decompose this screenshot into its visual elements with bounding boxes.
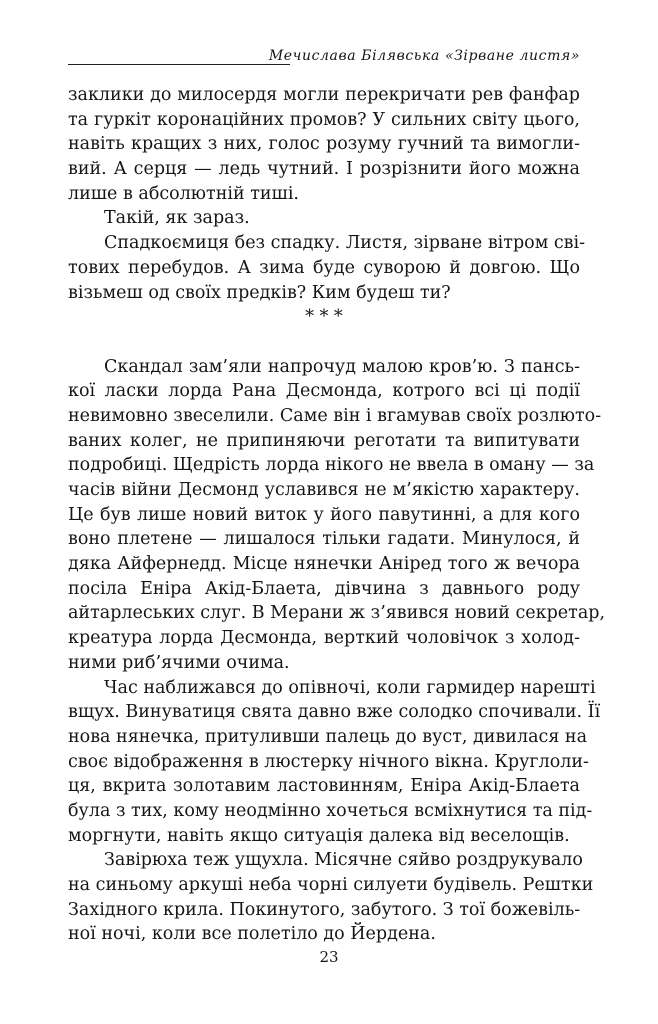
text-line: на синьому аркуші неба чорні силуети будівель. Рештки [68, 875, 594, 895]
text-line: айтарлеських слуг. В Мерани ж з’явився новий секретар, [68, 603, 606, 624]
paragraph [68, 206, 580, 231]
paragraph [68, 83, 580, 206]
text-line: Це був лише новий виток у його павутинні, а для кого [68, 504, 580, 525]
text-line: дяка Айфернедд. Місце нянечки Анірeд того ж вечора [68, 554, 580, 575]
text-line: невимовно звеселили. Саме він і вгамував своїх розлюто- [68, 405, 602, 426]
running-title: Мечислава Білявська «Зірване листя» [268, 48, 580, 64]
text-line: ваних колег, не припиняючи реготати та випитувати [68, 430, 580, 451]
text-line: посіла Еніра Акід-Блаета, дівчина з давнього роду [68, 578, 580, 599]
text-line: моргнути, навіть якщо ситуація далека від веселощів. [68, 825, 570, 846]
paragraph [68, 355, 606, 676]
header-rule [68, 64, 290, 65]
text-line: нова нянечка, притуливши палець до вуст, дивилася на [68, 726, 588, 747]
text-line: ця, вкрита золотавим ластовинням, Еніра Акід-Блаета [68, 776, 580, 797]
running-header [68, 48, 580, 68]
text-line: візьмеш од своїх предків? Ким будеш ти? [68, 282, 451, 303]
paragraph [68, 231, 586, 305]
page-number: 23 [319, 948, 339, 966]
text-line: креатура лорда Десмонда, верткий чоловічок з холод- [68, 628, 580, 649]
text-line: ної ночі, коли все полетіло до Йердена. [68, 924, 436, 945]
separator-gap [68, 330, 580, 355]
text-line: лише в абсолютній тиші. [68, 183, 299, 204]
text-line: Спадкоємиця без спадку. Листя, зірване вітром сві- [104, 233, 586, 254]
text-line: та гуркіт коронаційних промов? У сильних світу цього, [68, 109, 580, 130]
text-line: вий. А серця — ледь чутний. І розрізнити його можна [68, 159, 580, 180]
text-line: своє відображення в люстерку нічного вікна. Круглоли- [68, 751, 589, 772]
text-line: Час наближався до опівночі, коли гармидер нарешті [104, 677, 596, 698]
text-line: воно плетене — лишалося тільки гадати. Минулося, й [68, 529, 580, 550]
paragraph [68, 848, 594, 947]
text-line: тових перебудов. А зима буде суворою й довгою. Що [68, 257, 580, 278]
text-line: навіть кращих з них, голос розуму гучний та вимогли- [68, 134, 580, 155]
paragraph [68, 676, 601, 849]
text-line: Такій, як зараз. [104, 208, 250, 229]
section-separator-block [68, 305, 580, 354]
text-line: Завірюха теж ущухла. Місячне сяйво роздрукувало [104, 850, 583, 871]
section-separator: * * * [305, 307, 343, 328]
text-line: вщух. Винуватиця свята давно вже солодко спочивали. Її [68, 702, 601, 723]
text-line: Західного крила. Покинутого, забутого. З тої божевіль- [68, 899, 581, 920]
text-line: була з тих, кому неодмінно хочеться всміхнутися та під- [68, 800, 593, 821]
text-line: кої ласки лорда Рана Десмонда, котрого всі ці події [68, 381, 580, 402]
text-line: ними риб’ячими очима. [68, 652, 290, 673]
body-text [68, 83, 606, 947]
text-line: подробиці. Щедрість лорда нікого не ввела в оману — за [68, 455, 595, 476]
text-line: часів війни Десмонд уславився не м’якістю характеру. [68, 480, 580, 500]
text-line: заклики до милосердя могли перекричати рев фанфар [68, 85, 580, 105]
text-line: Скандал зам’яли напрочуд малою кров’ю. З пансь- [104, 356, 580, 377]
